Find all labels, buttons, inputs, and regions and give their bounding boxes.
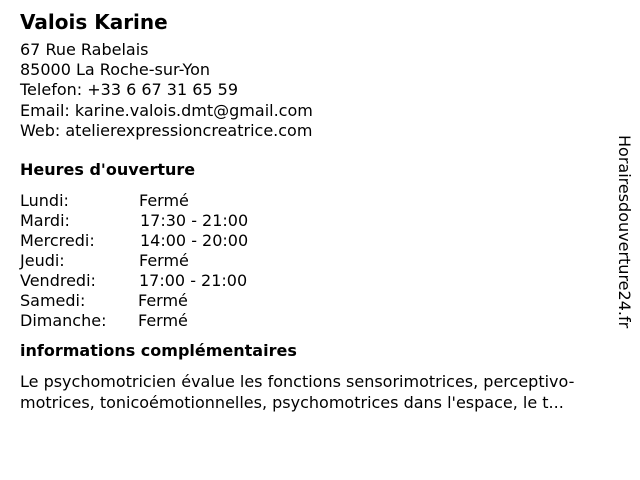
day-hours: Fermé: [138, 291, 188, 311]
day-hours: 14:00 - 20:00: [140, 231, 249, 251]
day-label: Mardi:: [20, 211, 70, 231]
hours-row-monday: [20, 191, 620, 211]
hours-row-wednesday: [20, 231, 620, 251]
day-label: Samedi:: [20, 291, 86, 311]
day-hours: 17:30 - 21:00: [140, 211, 249, 231]
hours-row-sunday: [20, 311, 620, 331]
day-label: Vendredi:: [20, 271, 96, 291]
hours-row-tuesday: [20, 211, 620, 231]
hours-row-saturday: [20, 291, 620, 311]
day-label: Lundi:: [20, 191, 69, 211]
hours-row-friday: [20, 271, 620, 291]
site-watermark: Horairesdouverture24.fr: [615, 135, 634, 329]
hours-heading: Heures d'ouverture: [20, 160, 196, 180]
day-hours: Fermé: [138, 311, 188, 331]
business-card: [20, 9, 620, 413]
business-name: Valois Karine: [20, 10, 168, 34]
phone-line: Telefon: +33 6 67 31 65 59: [20, 80, 239, 100]
hours-list: [20, 191, 620, 331]
info-heading: informations complémentaires: [20, 341, 297, 361]
hours-row-thursday: [20, 251, 620, 271]
info-description: Le psychomotricien évalue les fonctions sensorimotrices, perceptivo-motrices, tonicoémotionnelles, psychomotrices dans l'espace, le t...: [20, 372, 575, 413]
day-hours: Fermé: [139, 191, 189, 211]
website-line: Web: atelierexpressioncreatrice.com: [20, 120, 313, 140]
day-hours: Fermé: [139, 251, 189, 271]
day-label: Mercredi:: [20, 231, 95, 251]
day-label: Jeudi:: [20, 251, 65, 271]
day-label: Dimanche:: [20, 311, 107, 331]
address-city: 85000 La Roche-sur-Yon: [20, 60, 211, 80]
day-hours: 17:00 - 21:00: [139, 271, 248, 291]
address-street: 67 Rue Rabelais: [20, 40, 149, 59]
email-line: Email: karine.valois.dmt@gmail.com: [20, 100, 313, 120]
